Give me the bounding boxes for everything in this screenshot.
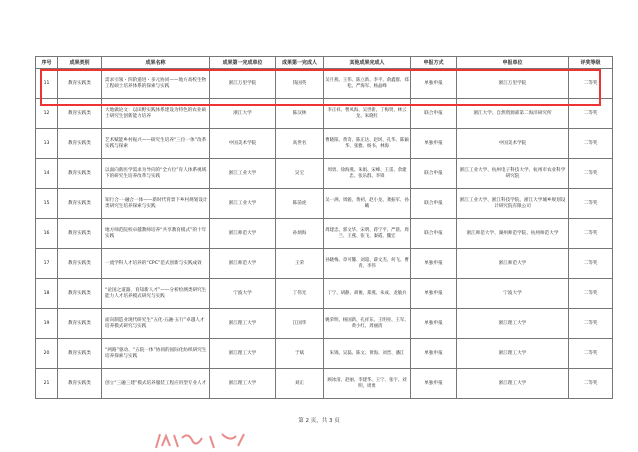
cell-method: 单独申报 xyxy=(411,369,457,399)
cell-leader: 钱国英 xyxy=(276,69,324,99)
cell-name: 大地做论文：以田野实践体系建设为特色的农业硕士研究生创新能力培养 xyxy=(102,99,210,129)
cell-leader: 陈前虎 xyxy=(276,189,324,219)
cell-applicant: 浙江大学、自然资源部第二海洋研究所 xyxy=(457,99,569,129)
cell-method: 联合申报 xyxy=(411,189,457,219)
cell-name: “两路”驱动、“五院一体”协同的国际化纺织研究生培养探索与实践 xyxy=(102,339,210,369)
cell-others: 吴月燕、王伟、陈立新、李平、俞鑫群、郑松、严海军、杨晶峰 xyxy=(324,69,411,99)
cell-others: 曹晓阳、黄奇、陈正达、赵珂、孔华、陈颖华、张雅、杨书、林海 xyxy=(324,129,411,159)
cell-applicant: 浙江师范大学 xyxy=(457,249,569,279)
cell-unit: 宁波大学 xyxy=(210,279,276,309)
cell-applicant: 浙江理工大学 xyxy=(457,339,569,369)
cell-name: 需求引领・四阶递进・多元协同——地方高校生物工程硕士培养体系的探索与实践 xyxy=(102,69,210,99)
table-row xyxy=(36,219,613,249)
awards-table xyxy=(35,56,613,399)
cell-category: 教育实践类 xyxy=(58,159,102,189)
cell-no: 13 xyxy=(36,129,58,159)
cell-no: 12 xyxy=(36,99,58,129)
header-unit: 成果第一完成单位 xyxy=(210,57,276,69)
header-name: 成果名称 xyxy=(102,57,210,69)
cell-others: 朱锦、吴磊、陈文、黄海、刘晋、潘江 xyxy=(324,339,411,369)
cell-level: 二等奖 xyxy=(569,339,613,369)
cell-level: 二等奖 xyxy=(569,189,613,219)
cell-level: 二等奖 xyxy=(569,99,613,129)
cell-others: 丁宁、胡静、胡俊、郑燕、朱成、龙敏兵 xyxy=(324,279,411,309)
cell-others: 姚荣明、杨国新、孔祥东、王明亮、王军、黄小红、周丽清 xyxy=(324,309,411,339)
cell-unit: 浙江工业大学 xyxy=(210,189,276,219)
header-category: 成果类别 xyxy=(58,57,102,69)
header-applicant: 申报单位 xyxy=(457,57,569,69)
cell-name: 创立“三融三建”模式培养服装工程应用型专业人才 xyxy=(102,369,210,399)
cell-leader: 陈汉林 xyxy=(276,99,324,129)
cell-leader: 丁伟光 xyxy=(276,279,324,309)
cell-others: 孙晓梅、章可馨、刘超、薛文杰、何飞、曹青、李伟 xyxy=(324,249,411,279)
cell-leader: 王荣 xyxy=(276,249,324,279)
table-header-row xyxy=(36,57,613,69)
cell-others: 周勇、徐海燕、朱娟、宋峰、王雷、余建忠、张乐群、李锋 xyxy=(324,159,411,189)
table-row xyxy=(36,99,613,129)
document-page xyxy=(6,0,632,452)
cell-level: 二等奖 xyxy=(569,219,613,249)
cell-category: 教育实践类 xyxy=(58,369,102,399)
cell-no: 20 xyxy=(36,339,58,369)
cell-applicant: 浙江万里学院 xyxy=(457,69,569,99)
cell-others: 李正祥、曹凤海、吴世新、丁梅贤、林云龙、朱晓红 xyxy=(324,99,411,129)
cell-method: 单独申报 xyxy=(411,279,457,309)
table-row xyxy=(36,159,613,189)
table-row xyxy=(36,279,613,309)
header-leader: 成果第一完成人 xyxy=(276,57,324,69)
cell-leader: 刘正 xyxy=(276,369,324,399)
cell-no: 19 xyxy=(36,309,58,339)
table-row xyxy=(36,69,613,99)
cell-level: 二等奖 xyxy=(569,309,613,339)
cell-unit: 浙江大学 xyxy=(210,99,276,129)
cell-applicant: 浙江工业大学、杭州电子科技大学、杭州市农业科学研究院 xyxy=(457,159,569,189)
cell-method: 联合申报 xyxy=(411,219,457,249)
cell-name: “论国之道器，育知新人才”——分析检测类研究生能力人才培养模式研究与实践 xyxy=(102,279,210,309)
cell-others: 顾冰清、赵丽、李建华、王宁、张宇、刘明、周勇 xyxy=(324,369,411,399)
cell-applicant: 浙江理工大学 xyxy=(457,309,569,339)
header-level: 评奖等级 xyxy=(569,57,613,69)
table-row xyxy=(36,189,613,219)
cell-method: 单独申报 xyxy=(411,339,457,369)
red-stamp-seal xyxy=(152,428,248,452)
cell-level: 二等奖 xyxy=(569,159,613,189)
cell-name: 艺术赋能乡村振兴——研究生培养“三位一体”改革实践与探索 xyxy=(102,129,210,159)
cell-category: 教育实践类 xyxy=(58,189,102,219)
cell-level: 二等奖 xyxy=(569,279,613,309)
cell-unit: 浙江理工大学 xyxy=(210,369,276,399)
cell-method: 联合申报 xyxy=(411,99,457,129)
cell-no: 14 xyxy=(36,159,58,189)
cell-others: 吴一洲、周骏、黄初、赵小龙、龚振军、孙曦 xyxy=(324,189,411,219)
cell-name: 面向制造业现代研究生“五化·五融·五行”卓越人才培养模式研究与实践 xyxy=(102,309,210,339)
cell-unit: 浙江师范大学 xyxy=(210,219,276,249)
table-row xyxy=(36,369,613,399)
cell-unit: 浙江理工大学 xyxy=(210,309,276,339)
cell-no: 17 xyxy=(36,249,58,279)
header-no: 序号 xyxy=(36,57,58,69)
cell-applicant: 宁波大学 xyxy=(457,279,569,309)
cell-applicant: 中国美术学院 xyxy=(457,129,569,159)
table-row xyxy=(36,339,613,369)
cell-category: 教育实践类 xyxy=(58,279,102,309)
cell-category: 教育实践类 xyxy=(58,219,102,249)
cell-level: 二等奖 xyxy=(569,369,613,399)
cell-category: 教育实践类 xyxy=(58,129,102,159)
cell-leader: 孙炳海 xyxy=(276,219,324,249)
cell-no: 11 xyxy=(36,69,58,99)
cell-method: 单独申报 xyxy=(411,129,457,159)
cell-category: 教育实践类 xyxy=(58,99,102,129)
cell-level: 二等奖 xyxy=(569,69,613,99)
cell-category: 教育实践类 xyxy=(58,339,102,369)
cell-level: 二等奖 xyxy=(569,129,613,159)
cell-others: 周建忠、郭文华、宋明、蒋宁平、严晨、周兰、王燕、张飞、秦霞、魏宏 xyxy=(324,219,411,249)
cell-level: 二等奖 xyxy=(569,249,613,279)
page-number: 第 2 页，共 3 页 xyxy=(298,418,340,424)
cell-no: 21 xyxy=(36,369,58,399)
cell-no: 18 xyxy=(36,279,58,309)
cell-leader: 高世名 xyxy=(276,129,324,159)
cell-category: 教育实践类 xyxy=(58,69,102,99)
cell-method: 单独申报 xyxy=(411,309,457,339)
cell-unit: 浙江万里学院 xyxy=(210,69,276,99)
cell-no: 15 xyxy=(36,189,58,219)
table-row xyxy=(36,309,613,339)
cell-applicant: 浙江工业大学、浙江科技学院、浙江大学城乡规划设计研究院有限公司 xyxy=(457,189,569,219)
header-others: 其他成果完成人 xyxy=(324,57,411,69)
cell-leader: 于斌 xyxy=(276,339,324,369)
table-row xyxy=(36,249,613,279)
cell-method: 单独申报 xyxy=(411,249,457,279)
cell-method: 联合申报 xyxy=(411,159,457,189)
cell-unit: 浙江师范大学 xyxy=(210,249,276,279)
cell-leader: 吴宝 xyxy=(276,159,324,189)
cell-name: 一流学科人才培养的“CPC”范式创新与实践成效 xyxy=(102,249,210,279)
cell-unit: 中国美术学院 xyxy=(210,129,276,159)
cell-method: 单独申报 xyxy=(411,69,457,99)
cell-no: 16 xyxy=(36,219,58,249)
table-row xyxy=(36,129,613,159)
cell-name: 以面向新医学需求为导向的“全方位”育人体系视域下的研究生培养改革与实践 xyxy=(102,159,210,189)
header-method: 申报方式 xyxy=(411,57,457,69)
cell-category: 教育实践类 xyxy=(58,309,102,339)
cell-unit: 浙江工业大学 xyxy=(210,159,276,189)
cell-leader: 江国华 xyxy=(276,309,324,339)
cell-unit: 浙江理工大学 xyxy=(210,339,276,369)
cell-applicant: 浙江师范大学、湖州师范学院、杭州师范大学 xyxy=(457,219,569,249)
cell-category: 教育实践类 xyxy=(58,249,102,279)
cell-name: 地方师范院校卓越教师培养“共享教育模式”的十年实践 xyxy=(102,219,210,249)
cell-applicant: 浙江理工大学 xyxy=(457,369,569,399)
cell-name: 知行合一·融合一体——新时代背景下乡村规划设计类研究生培养探索与实践 xyxy=(102,189,210,219)
